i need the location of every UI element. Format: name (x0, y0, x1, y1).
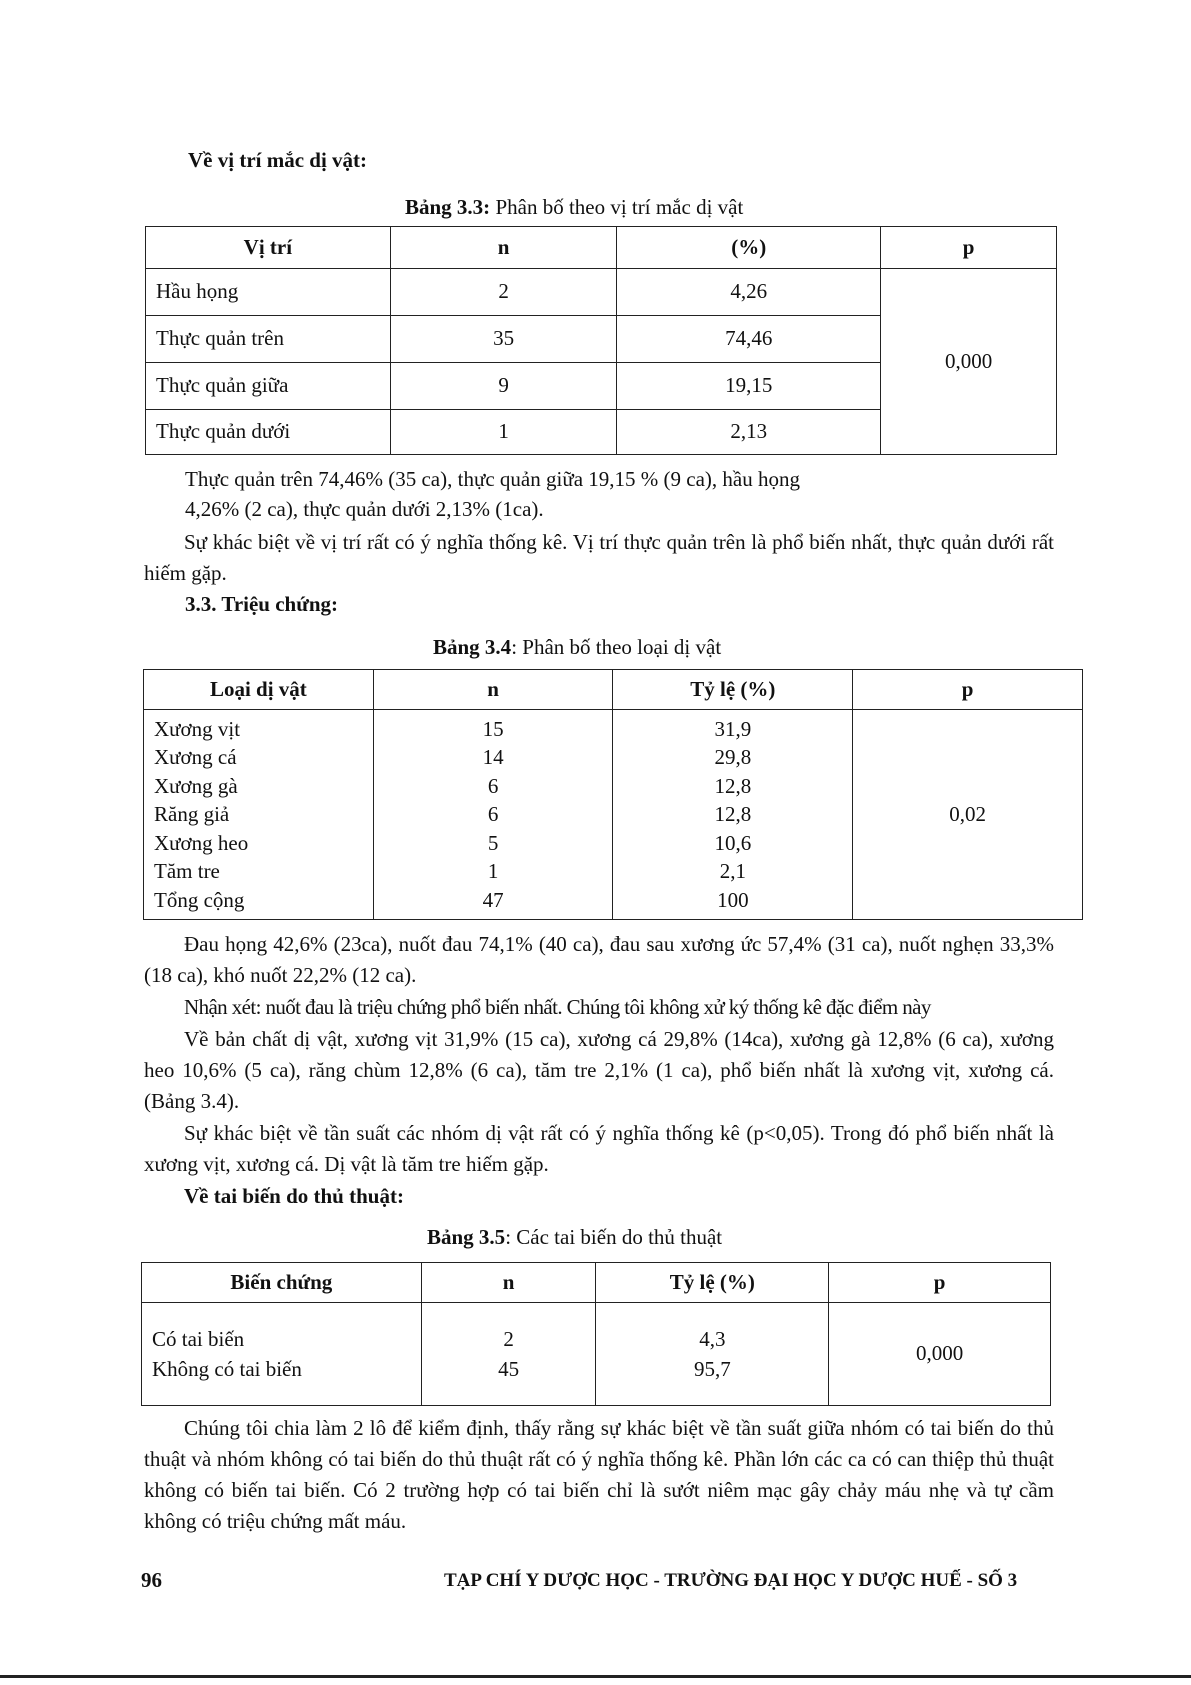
table-3-5-caption (427, 1223, 722, 1252)
paragraph-5: Về bản chất dị vật, xương vịt 31,9% (15 ca), xương cá 29,8% (14ca), xương gà 12,8% (6 ca), xương heo 10,6% (5 ca), răng chùm 12,8% (6 ca), tăm tre 2,1% (1 ca), phổ biến nhất là xương vịt, xương cá. (Bảng 3.4). (144, 1027, 1054, 1113)
table-3-4-n-column (373, 710, 613, 920)
table-3-3-header-pct: (%) (617, 227, 881, 269)
table-3-4-pct-column (613, 710, 853, 920)
table-3-3-cell: Thực quản trên (146, 316, 391, 363)
table-3-4-cell: 29,8 (714, 745, 752, 770)
paragraph-4-remark: Nhận xét: nuốt đau là triệu chứng phổ biến nhất. Chúng tôi không xử ký thống kê đặc điểm này (184, 995, 931, 1019)
table-3-4-cell: 5 (487, 830, 499, 855)
table-3-4-cell: Răng giả (154, 802, 230, 827)
paragraph-1-line-2: 4,26% (2 ca), thực quản dưới 2,13% (1ca). (185, 497, 544, 521)
table-3-4-header-p: p (853, 670, 1083, 710)
table-3-4-cell: Tăm tre (154, 859, 220, 884)
table-3-4-cell: 31,9 (714, 716, 752, 741)
table-3-4-header-n: n (373, 670, 613, 710)
table-3-4-cell: 10,6 (714, 830, 752, 855)
table-3-3-header-vitri: Vị trí (146, 227, 391, 269)
section-heading-trieu-chung: 3.3. Triệu chứng: (185, 592, 338, 616)
table-3-3-header-n: n (390, 227, 617, 269)
paragraph-6: Sự khác biệt về tần suất các nhóm dị vật rất có ý nghĩa thống kê (p<0,05). Trong đó phổ biến nhất là xương vịt, xương cá. Dị vật là tăm tre hiếm gặp. (144, 1121, 1054, 1176)
table-3-3-caption-text: Phân bố theo vị trí mắc dị vật (490, 195, 744, 219)
page-number: 96 (141, 1568, 162, 1592)
table-3-4 (143, 669, 1083, 920)
table-3-4-cell: 15 (482, 716, 504, 741)
table-3-4-cell: 6 (487, 802, 499, 827)
table-3-5-cell: Có tai biến (152, 1327, 245, 1351)
table-3-5-cell: 95,7 (693, 1357, 731, 1381)
table-3-5-caption-text: : Các tai biến do thủ thuật (505, 1225, 723, 1249)
bottom-rule (0, 1675, 1191, 1678)
table-3-5-header-pct: Tỷ lệ (%) (596, 1263, 829, 1303)
table-row (146, 269, 1057, 316)
table-3-4-caption (433, 633, 721, 662)
table-3-5-type-column (142, 1303, 422, 1406)
table-3-5-caption-label: Bảng 3.5 (427, 1225, 506, 1249)
table-3-5-p-value: 0,000 (829, 1303, 1051, 1406)
table-3-5-pct-column (596, 1303, 829, 1406)
table-3-5-header-n: n (421, 1263, 596, 1303)
table-3-3-cell: Hầu họng (146, 269, 391, 316)
table-3-4-cell: 100 (717, 887, 749, 912)
table-3-4-header-type: Loại dị vật (144, 670, 374, 710)
table-3-5-cell: 4,3 (699, 1327, 726, 1351)
paragraph-7: Chúng tôi chia làm 2 lô để kiểm định, thấy rằng sự khác biệt về tần suất giữa nhóm có tai biến do thủ thuật và nhóm không có tai biến do thủ thuật rất có ý nghĩa thống kê. Phần lớn các ca có can thiệp thủ thuật không có biến tai biến. Có 2 trường hợp có tai biến chỉ là sướt niêm mạc gây chảy máu nhẹ và tự cầm không có triệu chứng mất máu. (144, 1416, 1054, 1533)
table-3-3 (145, 226, 1057, 455)
table-3-4-cell: 47 (482, 887, 504, 912)
table-3-5-cell: Không có tai biến (152, 1357, 302, 1381)
table-3-5-header-type: Biến chứng (142, 1263, 422, 1303)
table-3-4-caption-text: : Phân bố theo loại dị vật (511, 635, 722, 659)
table-3-3-caption (405, 193, 743, 222)
table-3-4-cell: 12,8 (714, 802, 752, 827)
table-3-5-n-column (421, 1303, 596, 1406)
table-3-5 (141, 1262, 1051, 1406)
table-3-4-caption-label: Bảng 3.4 (433, 635, 512, 659)
table-3-3-p-value: 0,000 (881, 269, 1057, 455)
journal-footer: TẠP CHÍ Y DƯỢC HỌC - TRƯỜNG ĐẠI HỌC Y DƯỢC HUẾ - SỐ 3 (444, 1570, 1018, 1591)
table-3-4-cell: 2,1 (719, 859, 746, 884)
table-3-3-cell: Thực quản giữa (146, 363, 391, 410)
table-3-3-cell: 2,13 (617, 410, 881, 455)
table-3-4-cell: Xương gà (154, 773, 238, 798)
table-3-3-cell: 9 (390, 363, 617, 410)
table-3-3-cell: 19,15 (617, 363, 881, 410)
paragraph-3: Đau họng 42,6% (23ca), nuốt đau 74,1% (40 ca), đau sau xương ức 57,4% (31 ca), nuốt nghẹn 33,3% (18 ca), khó nuốt 22,2% (12 ca). (144, 932, 1054, 987)
table-3-3-cell: 2 (390, 269, 617, 316)
table-row (142, 1303, 1051, 1406)
table-3-4-cell: Xương vịt (154, 716, 241, 741)
table-3-4-cell: 12,8 (714, 773, 752, 798)
section-heading-taibien: Về tai biến do thủ thuật: (184, 1184, 404, 1208)
table-3-3-cell: Thực quản dưới (146, 410, 391, 455)
table-3-4-cell: 1 (487, 859, 499, 884)
table-row (144, 710, 1083, 920)
table-3-4-type-column (144, 710, 374, 920)
table-3-3-cell: 74,46 (617, 316, 881, 363)
table-3-5-header-p: p (829, 1263, 1051, 1303)
table-3-4-p-value: 0,02 (853, 710, 1083, 920)
table-3-4-cell: 14 (482, 745, 504, 770)
paragraph-1-line-1: Thực quản trên 74,46% (35 ca), thực quản giữa 19,15 % (9 ca), hầu họng (185, 467, 800, 491)
table-3-4-cell: Tổng cộng (154, 887, 245, 912)
table-3-4-header-pct: Tỷ lệ (%) (613, 670, 853, 710)
paragraph-2: Sự khác biệt về vị trí rất có ý nghĩa thống kê. Vị trí thực quản trên là phổ biến nhất, thực quản dưới rất hiếm gặp. (144, 530, 1054, 585)
table-3-3-cell: 1 (390, 410, 617, 455)
table-3-3-header-p: p (881, 227, 1057, 269)
table-3-5-cell: 2 (503, 1327, 514, 1351)
table-3-3-caption-label: Bảng 3.3: (405, 195, 491, 219)
table-3-4-cell: 6 (487, 773, 499, 798)
table-3-4-cell: Xương cá (154, 745, 237, 770)
section-heading-vitri: Về vị trí mắc dị vật: (188, 148, 368, 172)
table-3-3-cell: 4,26 (617, 269, 881, 316)
table-3-4-cell: Xương heo (154, 830, 249, 855)
table-3-5-cell: 45 (498, 1357, 520, 1381)
table-3-3-cell: 35 (390, 316, 617, 363)
